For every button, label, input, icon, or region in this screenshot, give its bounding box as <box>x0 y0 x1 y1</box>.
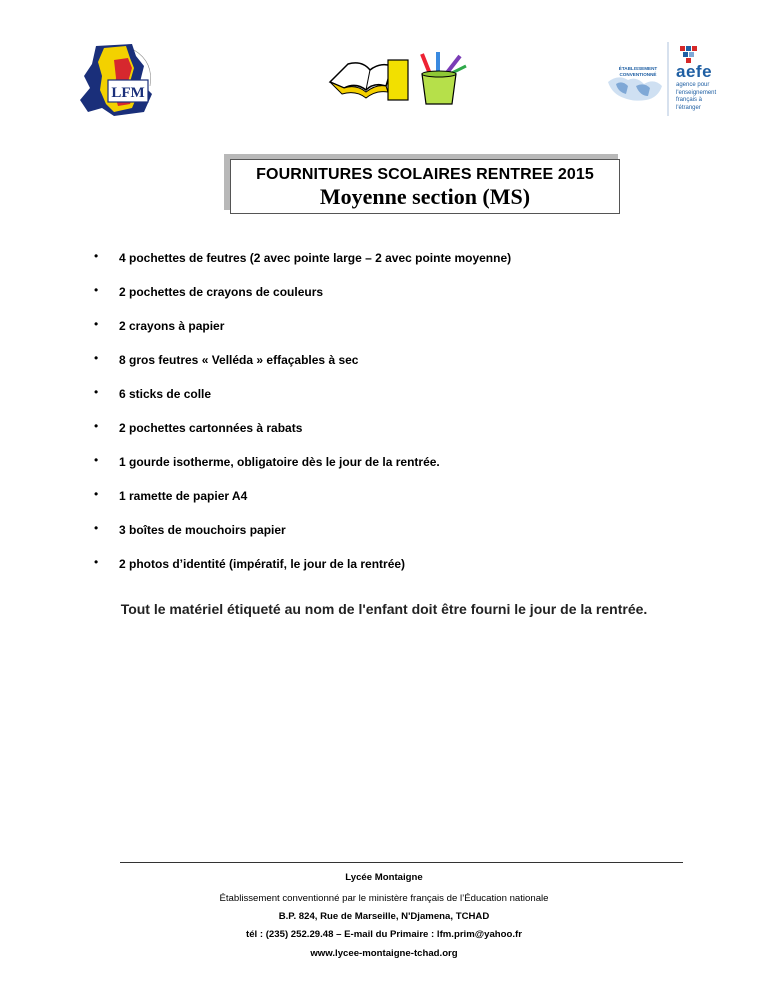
aefe-subtitle: agence pour l'enseignement français à l'étranger <box>676 82 717 111</box>
aefe-wordmark: aefe <box>676 62 713 81</box>
lfm-logo <box>74 42 164 118</box>
bullet-icon: • <box>94 453 99 467</box>
school-description: Établissement conventionné par le ministère français de l’Éducation nationale <box>219 893 549 904</box>
school-supplies-illustration <box>326 52 471 110</box>
bullet-icon: • <box>94 283 99 297</box>
bullet-icon: • <box>94 487 99 501</box>
document-title: FOURNITURES SCOLAIRES RENTREE 2015 <box>256 166 594 183</box>
bullet-icon: • <box>94 351 99 365</box>
school-website: www.lycee-montaigne-tchad.org <box>310 948 458 959</box>
aefe-badge-text: ÉTABLISSEMENT CONVENTIONNÉ <box>618 66 658 77</box>
footer-divider <box>120 862 683 863</box>
title-box <box>230 159 620 214</box>
school-contact: tél : (235) 252.29.48 – E-mail du Primaire : lfm.prim@yahoo.fr <box>246 929 522 940</box>
bullet-icon: • <box>94 419 99 433</box>
school-name: Lycée Montaigne <box>345 872 423 883</box>
class-level-title: Moyenne section (MS) <box>319 184 531 209</box>
bullet-icon: • <box>94 521 99 535</box>
bullet-icon: • <box>94 249 99 263</box>
bullet-icon: • <box>94 555 99 569</box>
school-address: B.P. 824, Rue de Marseille, N'Djamena, TCHAD <box>278 911 490 922</box>
bullet-icon: • <box>94 385 99 399</box>
svg-text:LFM: LFM <box>111 85 145 101</box>
labeling-notice: Tout le matériel étiqueté au nom de l'enfant doit être fourni le jour de la rentrée. <box>120 601 648 617</box>
bullet-icon: • <box>94 317 99 331</box>
